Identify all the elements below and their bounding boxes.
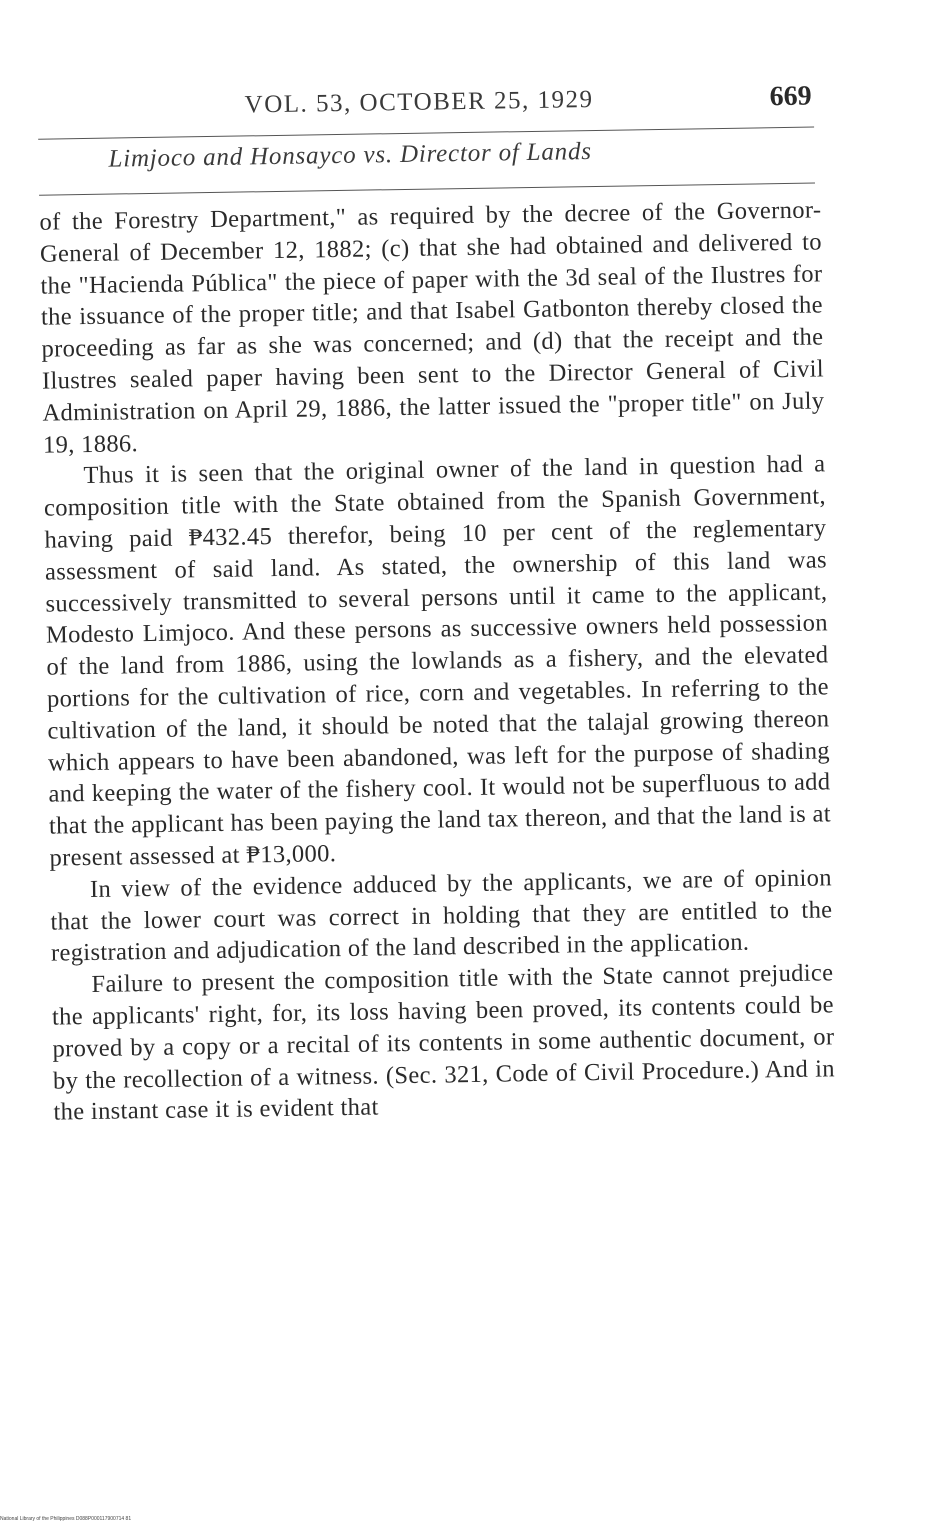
header-rule-top [38, 127, 814, 140]
paragraph-1: of the Forestry Department," as required by the decree of the Governor-General of December 12, 1882; (c) that she had obtained and delivered to the "Hacienda Pública" the piece of paper with the 3d seal of the Ilustres for the issuance of the proper title; and that Isabel Gatbonton thereby closed the proceeding as far as she was concerned; and (d) that the receipt and the Ilustres sealed paper having been sent to the Director General of Civil Administration on April 29, 1886, the latter issued the "proper title" on July 19, 1886. [39, 196, 825, 459]
page-number: 669 [769, 80, 812, 113]
volume-line: VOL. 53, OCTOBER 25, 1929 [244, 85, 594, 119]
paragraph-2: Thus it is seen that the original owner of the land in question had a composition title with the State obtained from the Spanish Government, having paid ₱432.45 therefor, being 10 per cent of the reglementary assessment of said land. As stated, the ownership of this land was successively transmitted to several persons until it came to the applicant, Modesto Limjoco. And these persons as successive owners held possession of the land from 1886, using the lowlands as a fishery, and the elevated portions for the cultivation of rice, corn and vegetables. In referring to the cultivation of the land, it should be noted that the talajal growing thereon which appears to have been abandoned, was left for the purpose of shading and keeping the water of the fishery cool. It would not be superfluous to add that the applicant has been paying the land tax thereon, and that the land is at present assessed at ₱13,000. [43, 450, 832, 872]
paragraph-4: Failure to present the composition title with the State cannot prejudice the applicants' right, for, its loss having been proved, its contents could be proved by a copy or a recital of its contents in some authentic document, or by the recollection of a witness. (Sec. 321, Code of Civil Procedure.) And in the instant case it is evident that [51, 959, 836, 1126]
library-credit: National Library of the Philippines D088P000117900714 81 [0, 1516, 132, 1522]
running-title: Limjoco and Honsayco vs. Director of Lands [108, 138, 593, 173]
page-header [129, 76, 820, 127]
paragraph-3: In view of the evidence adduced by the applicants, we are of opinion that the lower court was correct in holding that they are entitled to the registration and adjudication of the land described in the application. [50, 864, 833, 967]
header-rule-bottom [39, 183, 815, 196]
body-text [39, 194, 835, 1128]
